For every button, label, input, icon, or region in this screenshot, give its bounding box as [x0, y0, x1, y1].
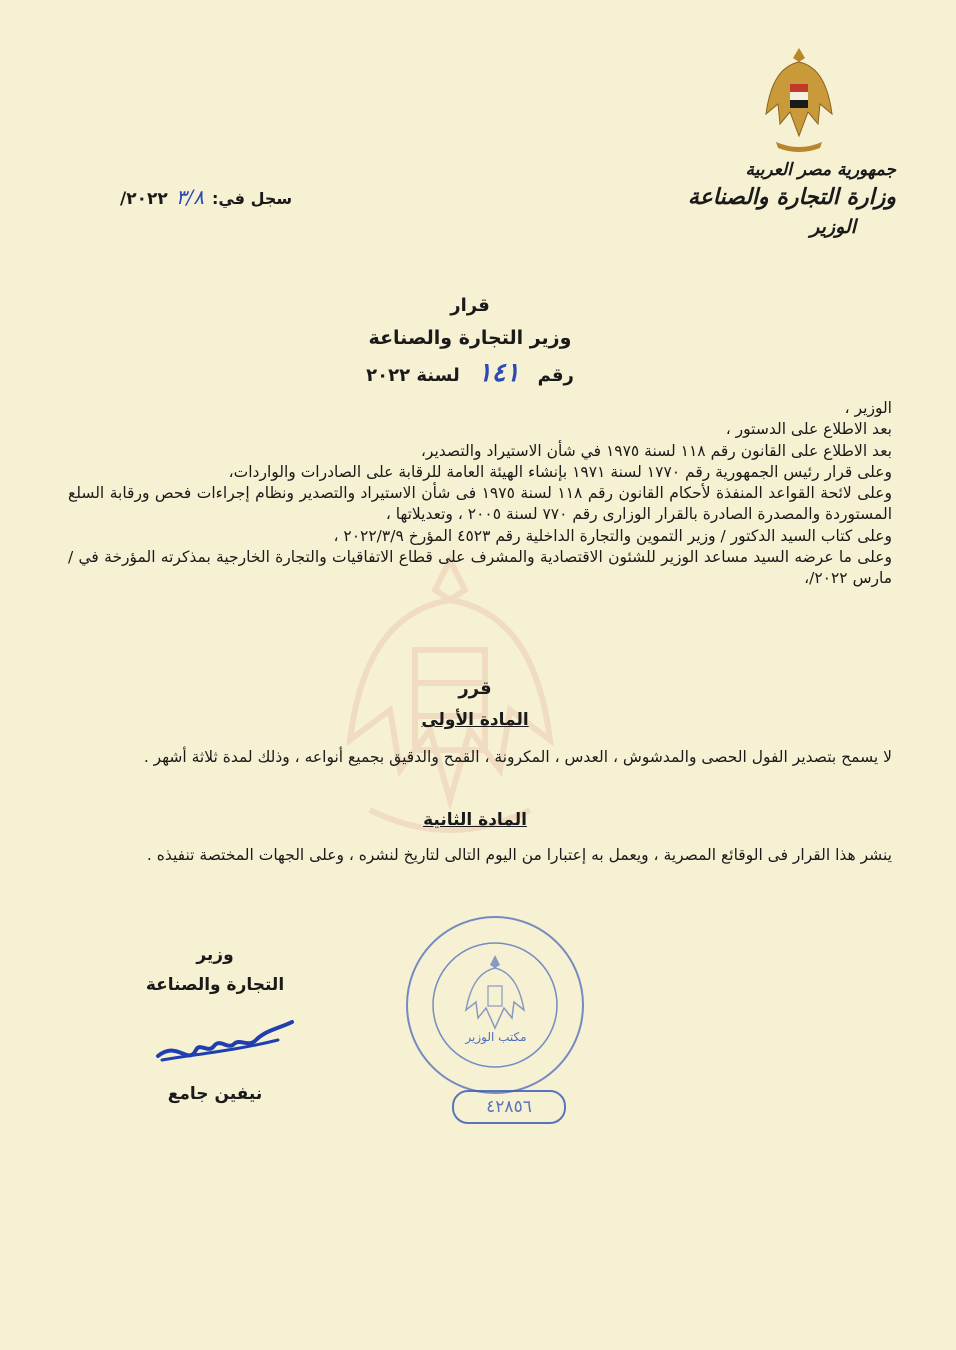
eagle-emblem-icon: [762, 44, 836, 156]
official-stamp-icon: [400, 910, 590, 1100]
registration-year: ٢٠٢٢/: [120, 189, 168, 209]
preamble-paragraph: بعد الاطلاع على الدستور ،: [725, 420, 892, 439]
preamble-paragraph: وعلى لائحة القواعد المنفذة لأحكام القانون رقم ١١٨ لسنة ١٩٧٥ فى شأن الاستيراد والتصدير ونظام إجراءات فحص ورقابة السلع المستوردة والمصدرة الصادرة بالقرار الوزارى رقم ٧٧٠ لسنة ٢٠٠٥ ، وتعديلاتها ،: [68, 484, 892, 524]
decree-number: ١٤١: [477, 358, 520, 388]
handwritten-signature-icon: [148, 1010, 298, 1072]
stamp-serial-number: ٤٢٨٥٦: [452, 1090, 566, 1124]
signatory-title: [140, 940, 290, 1000]
preamble-paragraph: وعلى ما عرضه السيد مساعد الوزير للشئون الاقتصادية والمشرف على قطاع الاتفاقيات والتجارة الخارجية بمذكرته المؤرخة في / مارس ٢٠٢٢/،: [68, 548, 892, 588]
signatory-title-line2: التجارة والصناعة: [145, 975, 285, 995]
preamble-paragraph: وعلى كتاب السيد الدكتور / وزير التموين والتجارة الداخلية رقم ٤٥٢٣ المؤرخ ٢٠٢٢/٣/٩ ،: [333, 526, 892, 545]
registration-line: [120, 185, 292, 209]
ministry-name: وزارة التجارة والصناعة: [687, 184, 896, 210]
signatory-title-line1: وزير: [196, 945, 234, 965]
article2-text: ينشر هذا القرار فى الوقائع المصرية ، ويعمل به إعتبارا من اليوم التالى لتاريخ لنشره ، وعلى الجهات المختصة تنفيذه .: [146, 846, 892, 864]
decree-number-line: [300, 356, 640, 393]
registration-label: سجل في:: [211, 189, 293, 208]
stamp-bottom-text: مكتب الوزير: [465, 1030, 527, 1044]
article2-title: المادة الثانية: [423, 810, 527, 830]
registration-handwritten-date: ٣/٨: [175, 185, 204, 209]
article1-text: لا يسمح بتصدير الفول الحصى والمدشوش ، العدس ، المكرونة ، القمح والدقيق بجميع أنواعه ، وذلك لمدة ثلاثة أشهر .: [143, 748, 892, 766]
republic-name: جمهورية مصر العربية: [745, 160, 896, 180]
signatory-name: نيفين جامع: [167, 1084, 263, 1104]
decision-heading: قرر: [458, 678, 492, 699]
preamble-paragraph: بعد الاطلاع على القانون رقم ١١٨ لسنة ١٩٧٥ في شأن الاستيراد والتصدير،: [420, 441, 892, 460]
decree-title: [300, 292, 640, 393]
office-name: الوزير: [810, 216, 856, 238]
preamble-paragraph: الوزير ،: [844, 399, 892, 417]
preamble-paragraph: وعلى قرار رئيس الجمهورية رقم ١٧٧٠ لسنة ١٩٧١ بإنشاء الهيئة العامة للرقابة على الصادرات والواردات،: [228, 462, 892, 481]
title-line2: وزير التجارة والصناعة: [368, 327, 572, 349]
article1-title: المادة الأولى: [421, 710, 529, 730]
preamble: [68, 398, 892, 590]
number-prefix: رقم: [537, 365, 574, 386]
title-line1: قرار: [450, 295, 490, 316]
number-suffix: لسنة ٢٠٢٢: [366, 365, 460, 386]
letterhead: [676, 158, 896, 242]
